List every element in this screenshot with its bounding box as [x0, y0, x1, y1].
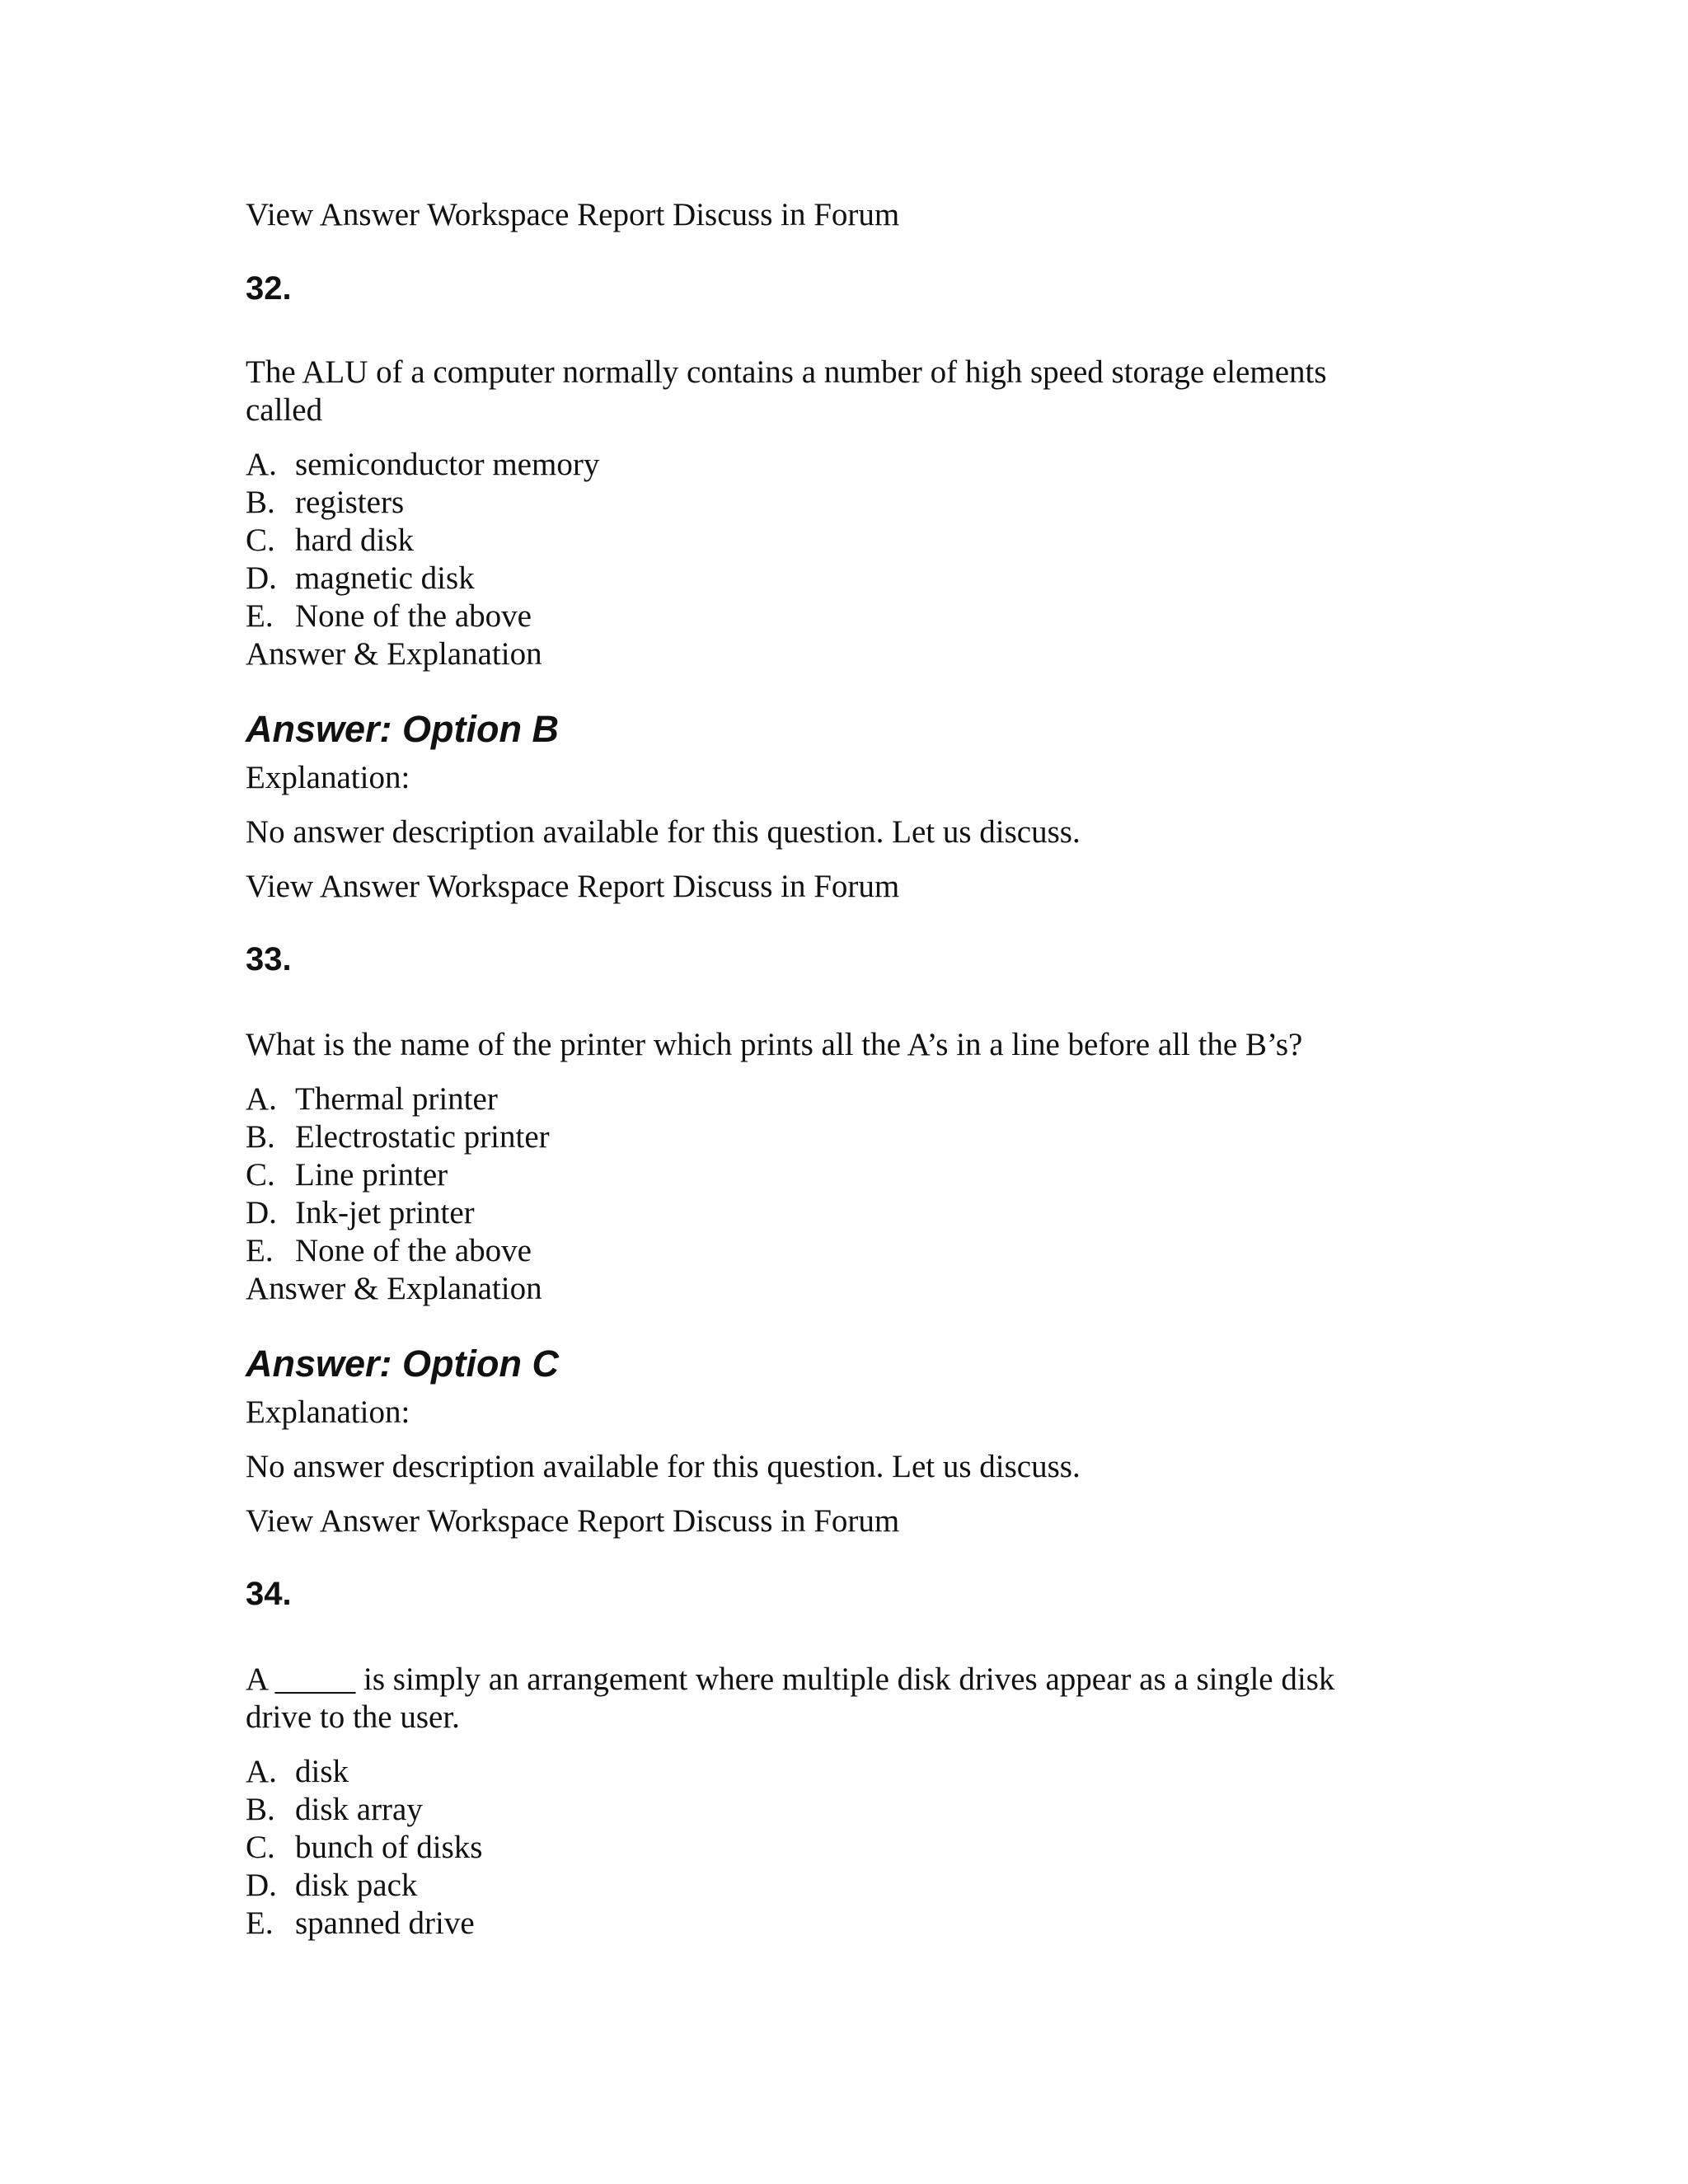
question-actions-bar — [246, 1502, 899, 1540]
option-letter: D. — [246, 560, 277, 596]
option-text: disk — [295, 1754, 349, 1789]
option-item[interactable] — [246, 1905, 475, 1943]
view-answer-link[interactable]: View Answer — [246, 1503, 420, 1539]
option-letter: A. — [246, 1754, 277, 1789]
option-text: Thermal printer — [295, 1081, 498, 1117]
explanation-text: No answer description available for this question. Let us discuss. — [246, 814, 1081, 850]
option-letter: D. — [246, 1868, 277, 1903]
option-letter: B. — [246, 1119, 275, 1155]
option-item[interactable] — [246, 1829, 483, 1867]
option-item[interactable] — [246, 446, 599, 484]
workspace-link[interactable]: Workspace — [427, 869, 570, 904]
question-text-line: called — [246, 392, 323, 428]
report-link[interactable]: Report — [577, 197, 665, 232]
option-item[interactable] — [246, 484, 404, 522]
explanation-label: Explanation: — [246, 1394, 410, 1430]
answer-heading: Answer: Option B — [246, 708, 559, 750]
view-answer-link[interactable]: View Answer — [246, 869, 420, 904]
option-item[interactable] — [246, 1791, 423, 1829]
option-text: None of the above — [295, 1233, 532, 1268]
option-letter: E. — [246, 1233, 274, 1268]
question-number: 32. — [246, 270, 292, 307]
question-text-line: drive to the user. — [246, 1699, 460, 1735]
option-item[interactable] — [246, 522, 414, 560]
answer-heading: Answer: Option C — [246, 1343, 559, 1385]
option-text: disk array — [295, 1792, 423, 1827]
discuss-forum-link[interactable]: Discuss in Forum — [673, 1503, 900, 1539]
option-letter: C. — [246, 1830, 275, 1865]
option-item[interactable] — [246, 598, 532, 635]
option-item[interactable] — [246, 1232, 532, 1270]
question-number: 33. — [246, 941, 292, 977]
option-text: Electrostatic printer — [295, 1119, 550, 1155]
option-text: semiconductor memory — [295, 447, 600, 482]
option-item[interactable] — [246, 1080, 498, 1118]
option-item[interactable] — [246, 560, 475, 598]
option-text: bunch of disks — [295, 1830, 483, 1865]
option-text: magnetic disk — [295, 560, 475, 596]
option-text: spanned drive — [295, 1905, 475, 1941]
option-letter: C. — [246, 1157, 275, 1193]
option-letter: B. — [246, 1792, 275, 1827]
explanation-text: No answer description available for this question. Let us discuss. — [246, 1449, 1081, 1484]
report-link[interactable]: Report — [577, 1503, 665, 1539]
answer-explanation-toggle[interactable]: Answer & Explanation — [246, 1271, 542, 1306]
view-answer-link[interactable]: View Answer — [246, 197, 420, 232]
discuss-forum-link[interactable]: Discuss in Forum — [673, 869, 900, 904]
option-letter: D. — [246, 1195, 277, 1230]
discuss-forum-link[interactable]: Discuss in Forum — [673, 197, 900, 232]
option-letter: C. — [246, 523, 275, 558]
explanation-label: Explanation: — [246, 760, 410, 795]
workspace-link[interactable]: Workspace — [427, 197, 570, 232]
question-text-line: A _____ is simply an arrangement where multiple disk drives appear as a single disk — [246, 1661, 1335, 1697]
report-link[interactable]: Report — [577, 869, 665, 904]
option-letter: A. — [246, 447, 277, 482]
option-item[interactable] — [246, 1118, 550, 1156]
option-item[interactable] — [246, 1194, 475, 1232]
option-item[interactable] — [246, 1753, 349, 1791]
option-letter: B. — [246, 485, 275, 520]
workspace-link[interactable]: Workspace — [427, 1503, 570, 1539]
option-text: registers — [295, 485, 405, 520]
question-actions-bar — [246, 196, 899, 234]
option-text: hard disk — [295, 523, 415, 558]
option-text: Line printer — [295, 1157, 448, 1193]
option-letter: E. — [246, 1905, 274, 1941]
option-text: Ink-jet printer — [295, 1195, 475, 1230]
option-text: disk pack — [295, 1868, 418, 1903]
option-letter: A. — [246, 1081, 277, 1117]
question-text-line: The ALU of a computer normally contains a number of high speed storage elements — [246, 354, 1327, 390]
question-actions-bar — [246, 868, 899, 906]
answer-explanation-toggle[interactable]: Answer & Explanation — [246, 636, 542, 672]
option-text: None of the above — [295, 598, 532, 634]
option-letter: E. — [246, 598, 274, 634]
question-text-line: What is the name of the printer which prints all the A’s in a line before all the B’s? — [246, 1027, 1303, 1062]
option-item[interactable] — [246, 1156, 448, 1194]
question-number: 34. — [246, 1576, 292, 1612]
option-item[interactable] — [246, 1867, 417, 1905]
